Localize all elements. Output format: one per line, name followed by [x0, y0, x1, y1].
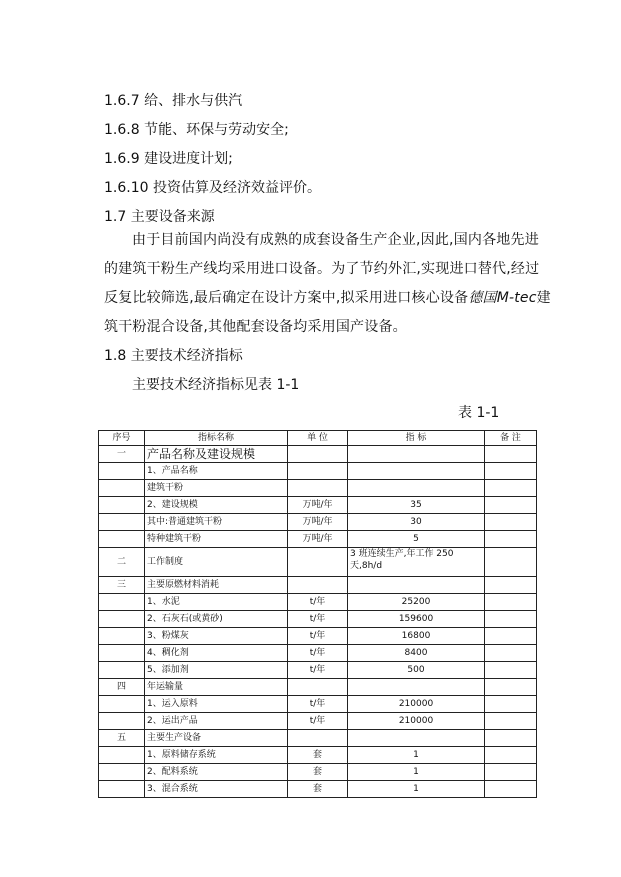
cell-unit: t/年 — [288, 696, 348, 713]
cell-note — [485, 679, 537, 696]
table-row — [99, 463, 537, 480]
outline-item-1-6-8: 1.6.8 节能、环保与劳动安全; — [104, 122, 289, 138]
cell-note — [485, 514, 537, 531]
paragraph-emphasis: 德国M-tec — [468, 290, 537, 306]
table-row — [99, 713, 537, 730]
cell-name: 1、运入原料 — [145, 696, 288, 713]
cell-note — [485, 463, 537, 480]
cell-no — [99, 713, 145, 730]
cell-name: 1、原料储存系统 — [145, 747, 288, 764]
cell-note — [485, 594, 537, 611]
cell-value: 16800 — [348, 628, 485, 645]
table-header-row — [99, 431, 537, 446]
cell-unit: 套 — [288, 781, 348, 798]
cell-name: 建筑干粉 — [145, 480, 288, 497]
section-heading-1-8: 1.8 主要技术经济指标 — [104, 348, 243, 364]
cell-name: 特种建筑干粉 — [145, 531, 288, 548]
cell-note — [485, 781, 537, 798]
cell-note — [485, 645, 537, 662]
cell-no: 二 — [99, 548, 145, 577]
cell-name: 1、水泥 — [145, 594, 288, 611]
table-row — [99, 781, 537, 798]
cell-unit: t/年 — [288, 713, 348, 730]
cell-name: 5、添加剂 — [145, 662, 288, 679]
table-row — [99, 514, 537, 531]
cell-note — [485, 696, 537, 713]
cell-value — [348, 480, 485, 497]
cell-name: 产品名称及建设规模 — [145, 446, 288, 463]
cell-value: 1 — [348, 764, 485, 781]
cell-no — [99, 463, 145, 480]
cell-value: 30 — [348, 514, 485, 531]
cell-value: 210000 — [348, 696, 485, 713]
cell-unit — [288, 730, 348, 747]
cell-value — [348, 730, 485, 747]
cell-value: 25200 — [348, 594, 485, 611]
cell-value: 500 — [348, 662, 485, 679]
cell-no: 四 — [99, 679, 145, 696]
table-row — [99, 696, 537, 713]
table-row — [99, 679, 537, 696]
header-name: 指标名称 — [145, 431, 288, 446]
cell-name: 主要生产设备 — [145, 730, 288, 747]
cell-name: 3、粉煤灰 — [145, 628, 288, 645]
cell-no — [99, 497, 145, 514]
cell-name: 工作制度 — [145, 548, 288, 577]
cell-value: 1 — [348, 747, 485, 764]
cell-no: 三 — [99, 577, 145, 594]
table-body — [99, 446, 537, 798]
header-note: 备 注 — [485, 431, 537, 446]
cell-name: 其中:普通建筑干粉 — [145, 514, 288, 531]
cell-no — [99, 480, 145, 497]
cell-name: 1、产品名称 — [145, 463, 288, 480]
table-row — [99, 730, 537, 747]
cell-note — [485, 713, 537, 730]
cell-no — [99, 764, 145, 781]
table-row — [99, 446, 537, 463]
table-row — [99, 594, 537, 611]
cell-value — [348, 463, 485, 480]
cell-note — [485, 446, 537, 463]
equipment-source-paragraph — [104, 226, 552, 342]
cell-value: 35 — [348, 497, 485, 514]
outline-item-1-6-10: 1.6.10 投资估算及经济效益评价。 — [104, 180, 321, 196]
table-row — [99, 662, 537, 679]
table-row — [99, 611, 537, 628]
cell-name: 2、石灰石(或黄砂) — [145, 611, 288, 628]
table-row — [99, 645, 537, 662]
cell-no — [99, 531, 145, 548]
cell-name: 2、配料系统 — [145, 764, 288, 781]
header-value: 指 标 — [348, 431, 485, 446]
cell-note — [485, 628, 537, 645]
cell-no — [99, 662, 145, 679]
cell-note — [485, 480, 537, 497]
cell-value — [348, 679, 485, 696]
table-row — [99, 480, 537, 497]
cell-name: 2、运出产品 — [145, 713, 288, 730]
cell-unit — [288, 679, 348, 696]
table-row — [99, 764, 537, 781]
cell-unit — [288, 446, 348, 463]
cell-unit — [288, 577, 348, 594]
cell-unit: t/年 — [288, 628, 348, 645]
cell-note — [485, 548, 537, 577]
table-row — [99, 548, 537, 577]
cell-value — [348, 446, 485, 463]
table-caption: 表 1-1 — [458, 405, 500, 421]
outline-item-1-6-9: 1.6.9 建设进度计划; — [104, 151, 233, 167]
header-no: 序号 — [99, 431, 145, 446]
cell-unit — [288, 463, 348, 480]
cell-value: 159600 — [348, 611, 485, 628]
cell-name: 年运输量 — [145, 679, 288, 696]
cell-note — [485, 747, 537, 764]
header-unit: 单 位 — [288, 431, 348, 446]
cell-note — [485, 730, 537, 747]
cell-unit: 套 — [288, 747, 348, 764]
cell-value: 210000 — [348, 713, 485, 730]
cell-unit: t/年 — [288, 662, 348, 679]
outline-item-1-6-7: 1.6.7 给、排水与供汽 — [104, 93, 243, 109]
cell-name: 3、混合系统 — [145, 781, 288, 798]
cell-name: 2、建设规模 — [145, 497, 288, 514]
cell-note — [485, 531, 537, 548]
cell-no — [99, 628, 145, 645]
cell-note — [485, 577, 537, 594]
cell-note — [485, 497, 537, 514]
cell-no — [99, 594, 145, 611]
tech-econ-table — [98, 430, 537, 798]
cell-no — [99, 514, 145, 531]
cell-value: 5 — [348, 531, 485, 548]
table-row — [99, 628, 537, 645]
section-heading-1-7: 1.7 主要设备来源 — [104, 209, 215, 225]
cell-unit: t/年 — [288, 594, 348, 611]
table-intro: 主要技术经济指标见表 1-1 — [132, 377, 300, 393]
cell-no — [99, 611, 145, 628]
cell-value: 3 班连续生产,年工作 250 天,8h/d — [348, 548, 485, 577]
cell-note — [485, 611, 537, 628]
paragraph-text-before: 由于目前国内尚没有成熟的成套设备生产企业,因此,国内各地先进的建筑干粉生产线均采用进口设备。为了节约外汇,实现进口替代,经过反复比较筛选,最后确定在设计方案中,拟采用进口核心设备 — [104, 232, 540, 306]
cell-note — [485, 764, 537, 781]
cell-no — [99, 781, 145, 798]
cell-unit: 万吨/年 — [288, 514, 348, 531]
cell-value — [348, 577, 485, 594]
cell-note — [485, 662, 537, 679]
cell-value: 8400 — [348, 645, 485, 662]
table-row — [99, 747, 537, 764]
table-row — [99, 531, 537, 548]
cell-unit: t/年 — [288, 611, 348, 628]
paragraph-text-after: 建筑干粉混合设备,其他配套设备均采用国产设备。 — [104, 290, 551, 335]
cell-name: 主要原燃材料消耗 — [145, 577, 288, 594]
cell-value: 1 — [348, 781, 485, 798]
cell-name: 4、稠化剂 — [145, 645, 288, 662]
cell-no — [99, 747, 145, 764]
cell-no — [99, 696, 145, 713]
cell-no: 一 — [99, 446, 145, 463]
cell-unit: 万吨/年 — [288, 497, 348, 514]
cell-no: 五 — [99, 730, 145, 747]
cell-unit: 套 — [288, 764, 348, 781]
cell-unit: t/年 — [288, 645, 348, 662]
table-row — [99, 577, 537, 594]
cell-unit: 万吨/年 — [288, 531, 348, 548]
table-row — [99, 497, 537, 514]
cell-unit — [288, 548, 348, 577]
cell-no — [99, 645, 145, 662]
cell-unit — [288, 480, 348, 497]
